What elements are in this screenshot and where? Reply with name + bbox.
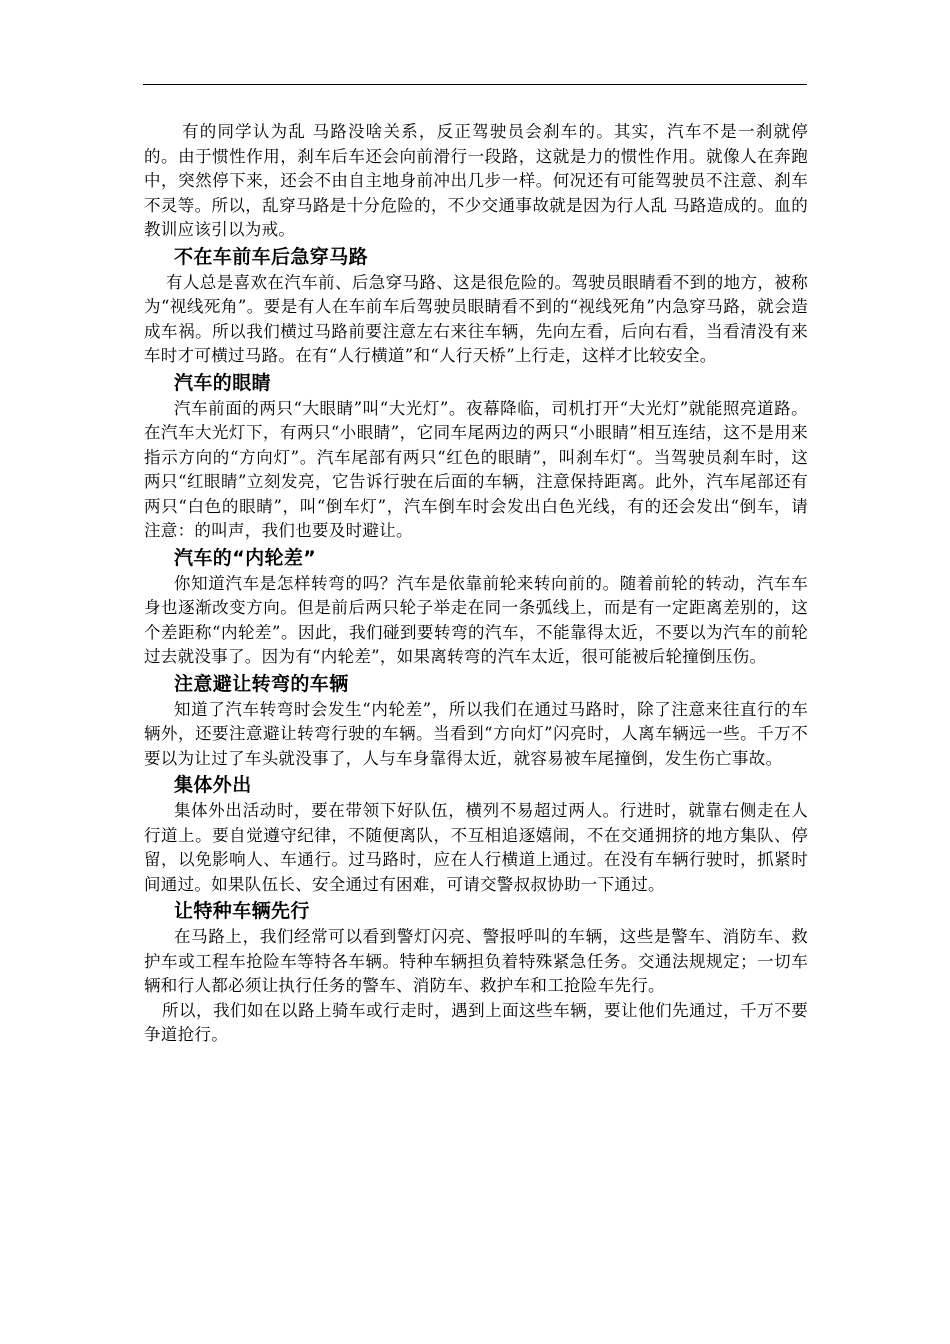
section-body-inner-wheel: 你知道汽车是怎样转弯的吗？汽车是依靠前轮来转向前的。随着前轮的转动，汽车车身也逐渐改变方向。但是前后两只轮子举走在同一条弧线上，而是有一定距离差别的，这个差距称“内轮差”。因此，我们碰到要转弯的汽车，不能靠得太近，不要以为汽车的前轮过去就没事了。因为有“内轮差”，如果离转弯的汽车太近，很可能被后轮撞倒压伤。 (144, 573, 808, 666)
section-body-car-eyes: 汽车前面的两只“大眼睛”叫“大光灯”。夜幕降临，司机打开“大光灯”就能照亮道路。在汽车大光灯下，有两只“小眼睛”，它同车尾两边的两只“小眼睛”相互连结，这不是用来指示方向的“方向灯”。汽车尾部有两只“红色的眼睛”，叫刹车灯“。当驾驶员刹车时，这两只“红眼睛”立刻发亮，它告诉行驶在后面的车辆，注意保持距离。此外，汽车尾部还有两只“白色的眼睛”，叫“倒车灯”，汽车倒车时会发出白色光线，有的还会发出“倒车，请注意：的叫声，我们也要及时避让。 (144, 398, 808, 540)
header-rule (143, 84, 807, 85)
section-heading-inner-wheel: 汽车的“内轮差” (174, 546, 317, 569)
document-body (144, 120, 808, 1048)
section-heading-crossing: 不在车前车后急穿马路 (174, 245, 369, 268)
section-body-turning: 知道了汽车转弯时会发生“内轮差”，所以我们在通过马路时，除了注意来往直行的车辆外，还要注意避让转弯行驶的车辆。当看到“方向灯”闪亮时，人离车辆远一些。千万不要以为让过了车头就没事了，人与车身靠得太近，就容易被车尾撞倒，发生伤亡事故。 (144, 699, 808, 768)
closing-paragraph: 所以，我们如在以路上骑车或行走时，遇到上面这些车辆，要让他们先通过，千万不要争道抢行。 (144, 1000, 808, 1044)
section-body-group-outing: 集体外出活动时，要在带领下好队伍，横列不易超过两人。行进时，就靠右侧走在人行道上。要自觉遵守纪律，不随便离队，不互相追逐嬉闹，不在交通拥挤的地方集队、停留，以免影响人、车通行。过马路时，应在人行横道上通过。在没有车辆行驶时，抓紧时间通过。如果队伍长、安全通过有困难，可请交警叔叔协助一下通过。 (144, 801, 808, 894)
section-heading-group-outing: 集体外出 (174, 774, 252, 796)
section-heading-car-eyes: 汽车的眼睛 (174, 371, 272, 394)
section-body-special-vehicles: 在马路上，我们经常可以看到警灯闪亮、警报呼叫的车辆，这些是警车、消防车、救护车或工程车抢险车等特各车辆。特种车辆担负着特殊紧急任务。交通法规规定；一切车辆和行人都必须让执行任务的警车、消防车、救护车和工抢险车先行。 (144, 927, 808, 995)
intro-paragraph: 有的同学认为乱 马路没啥关系，反正驾驶员会刹车的。其实，汽车不是一刹就停的。由于惯性作用，刹车后车还会向前滑行一段路，这就是力的惯性作用。就像人在奔跑中，突然停下来，还会不由自主地身前冲出几步一样。何况还有可能驾驶员不注意、刹车不灵等。所以，乱穿马路是十分危险的，不少交通事故就是因为行人乱 马路造成的。血的教训应该引以为戒。 (144, 122, 808, 239)
section-heading-turning: 注意避让转弯的车辆 (174, 672, 349, 695)
section-heading-special-vehicles: 让特种车辆先行 (174, 900, 310, 922)
section-body-crossing: 有人总是喜欢在汽车前、后急穿马路、这是很危险的。驾驶员眼睛看不到的地方，被称为“视线死角”。要是有人在车前车后驾驶员眼睛看不到的“视线死角”内急穿马路，就会造成车祸。所以我们横过马路前要注意左右来往车辆，先向左看，后向右看，当看清没有来车时才可横过马路。在有“人行横道”和“人行天桥”上行走，这样才比较安全。 (144, 272, 808, 365)
